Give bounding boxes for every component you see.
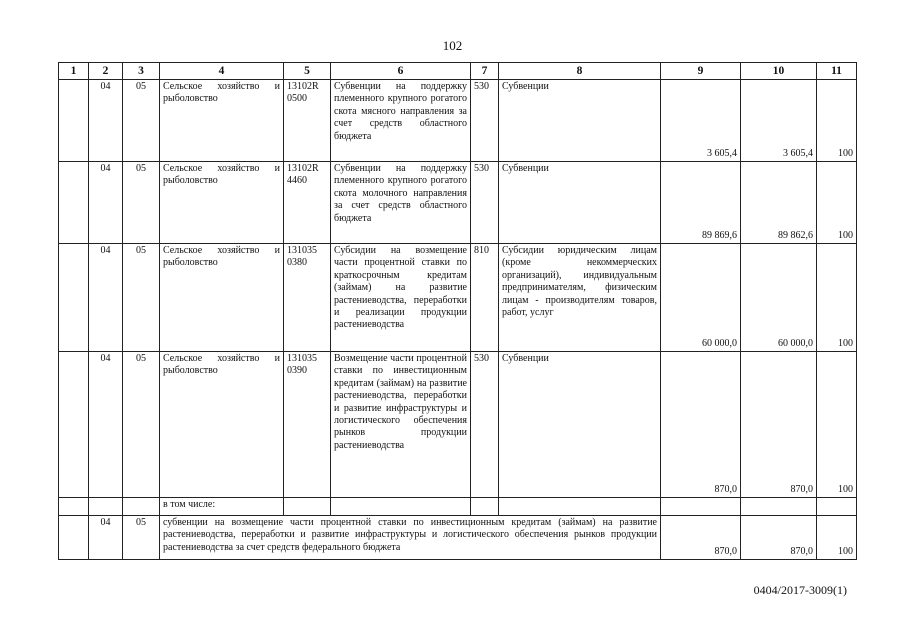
cell-percent: 100	[817, 516, 857, 560]
cell-value-10: 870,0	[741, 352, 817, 498]
cell-value-9: 89 869,6	[661, 162, 741, 244]
page-number: 102	[442, 38, 463, 53]
cell-section: 04	[89, 80, 123, 162]
document-code: 0404/2017-3009(1)	[753, 583, 847, 597]
col-header: 10	[741, 63, 817, 80]
cell-section: 04	[89, 162, 123, 244]
cell-target-code: 131035 0380	[284, 244, 331, 352]
table-row	[59, 162, 857, 244]
cell-value-9: 3 605,4	[661, 80, 741, 162]
cell-subsection: 05	[123, 352, 160, 498]
cell-expense-name: Субсидии юридическим лицам (кроме некоммерческих организаций), индивидуальным предпринимателям, физическим лицам - производителям товаров, работ, услуг	[499, 244, 661, 352]
cell-value-10: 3 605,4	[741, 80, 817, 162]
cell-expense-type: 810	[471, 244, 499, 352]
col-header: 7	[471, 63, 499, 80]
cell-col1	[59, 80, 89, 162]
cell-target-code: 131035 0390	[284, 352, 331, 498]
col-header: 5	[284, 63, 331, 80]
budget-table	[58, 62, 857, 560]
cell-value-9: 870,0	[661, 352, 741, 498]
table-row	[59, 352, 857, 498]
table-row	[59, 80, 857, 162]
cell-percent: 100	[817, 162, 857, 244]
cell-section-name: Сельское хозяйство и рыболовство	[160, 80, 284, 162]
table-body	[59, 63, 857, 560]
cell-section: 04	[89, 352, 123, 498]
cell-target-name: Субсидии на возмещение части процентной ставки по краткосрочным кредитам (займам) на развитие растениеводства, переработки и реализации продукции растениеводства	[331, 244, 471, 352]
including-label: в том числе:	[160, 498, 284, 516]
col-header: 4	[160, 63, 284, 80]
cell-section-name: Сельское хозяйство и рыболовство	[160, 244, 284, 352]
col-header: 8	[499, 63, 661, 80]
cell-target-code: 13102R 0500	[284, 80, 331, 162]
subsidy-description: субвенции на возмещение части процентной ставки по инвестиционным кредитам (займам) на развитие растениеводства, переработки и развитие инфраструктуры и логистического обеспечения рынков продукции растениеводства за счет средств федерального бюджета	[160, 516, 661, 560]
col-header: 6	[331, 63, 471, 80]
cell-expense-type: 530	[471, 80, 499, 162]
cell-value-10: 60 000,0	[741, 244, 817, 352]
col-header: 2	[89, 63, 123, 80]
cell-percent: 100	[817, 244, 857, 352]
cell-target-name: Субвенции на поддержку племенного крупного рогатого скота молочного направления за счет средств областного бюджета	[331, 162, 471, 244]
including-row	[59, 498, 857, 516]
table-row	[59, 244, 857, 352]
cell-value-9: 870,0	[661, 516, 741, 560]
cell-expense-type: 530	[471, 352, 499, 498]
cell-col1	[59, 244, 89, 352]
col-header: 3	[123, 63, 160, 80]
cell-expense-name: Субвенции	[499, 80, 661, 162]
col-header: 11	[817, 63, 857, 80]
cell-section: 04	[89, 516, 123, 560]
cell-value-9: 60 000,0	[661, 244, 741, 352]
cell-target-name: Возмещение части процентной ставки по инвестиционным кредитам (займам) на развитие растениеводства, переработки и развитие инфраструктуры и логистического обеспечения рынков продукции растениеводства	[331, 352, 471, 498]
cell-subsection: 05	[123, 516, 160, 560]
cell-value-10: 870,0	[741, 516, 817, 560]
cell-value-10: 89 862,6	[741, 162, 817, 244]
cell-percent: 100	[817, 352, 857, 498]
cell-expense-type: 530	[471, 162, 499, 244]
subsidy-row	[59, 516, 857, 560]
cell-target-name: Субвенции на поддержку племенного крупного рогатого скота мясного направления за счет средств областного бюджета	[331, 80, 471, 162]
cell-subsection: 05	[123, 244, 160, 352]
header-row	[59, 63, 857, 80]
cell-section-name: Сельское хозяйство и рыболовство	[160, 352, 284, 498]
cell-section-name: Сельское хозяйство и рыболовство	[160, 162, 284, 244]
cell-subsection: 05	[123, 80, 160, 162]
cell-percent: 100	[817, 80, 857, 162]
cell-expense-name: Субвенции	[499, 352, 661, 498]
cell-subsection: 05	[123, 162, 160, 244]
col-header: 1	[59, 63, 89, 80]
cell-col1	[59, 162, 89, 244]
cell-target-code: 13102R 4460	[284, 162, 331, 244]
cell-expense-name: Субвенции	[499, 162, 661, 244]
cell-col1	[59, 352, 89, 498]
cell-section: 04	[89, 244, 123, 352]
col-header: 9	[661, 63, 741, 80]
